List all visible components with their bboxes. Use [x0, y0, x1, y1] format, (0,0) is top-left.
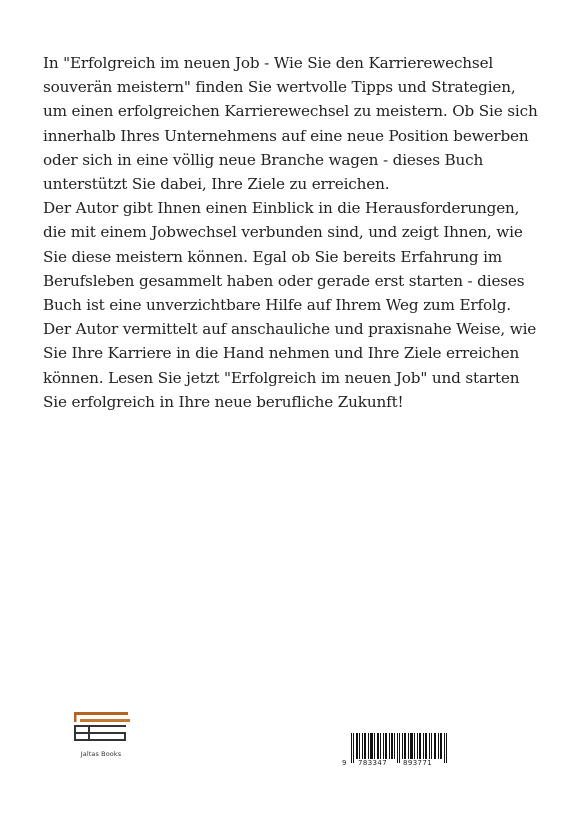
stacked-books-icon: [70, 708, 132, 748]
book-description: [43, 51, 543, 414]
publisher-logo: [66, 708, 136, 760]
description-paragraph-1: In "Erfolgreich im neuen Job - Wie Sie den Karrierewechsel souverän meistern" finden Sie wertvolle Tipps und Strategien, um einen erfolgreichen Karrierewechsel zu meistern. Ob Sie sich innerhalb Ihres Unternehmens auf eine neue Position bewerben oder sich in eine völlig neue Branche wagen - dieses Buch unterstützt Sie dabei, Ihre Ziele zu erreichen.: [43, 54, 538, 194]
barcode-left-digits: 783347: [358, 759, 388, 767]
barcode-right-digits: 893771: [403, 759, 433, 767]
barcode-lead-digit: 9: [342, 759, 347, 767]
publisher-name: Jaltas Books: [80, 750, 122, 758]
description-paragraph-2: Der Autor gibt Ihnen einen Einblick in die Herausforderungen, die mit einem Jobwechsel verbunden sind, und zeigt Ihnen, wie Sie diese meistern können. Egal ob Sie bereits Erfahrung im Berufsleben gesammelt haben oder gerade erst starten - dieses Buch ist eine unverzichtbare Hilfe auf Ihrem Weg zum Erfolg. Der Autor vermittelt auf anschauliche und praxisnahe Weise, wie Sie Ihre Karriere in die Hand nehmen und Ihre Ziele erreichen können. Lesen Sie jetzt "Erfolgreich im neuen Job" und starten Sie erfolgreich in Ihre neue berufliche Zukunft!: [43, 199, 537, 411]
isbn-barcode: [341, 733, 451, 773]
